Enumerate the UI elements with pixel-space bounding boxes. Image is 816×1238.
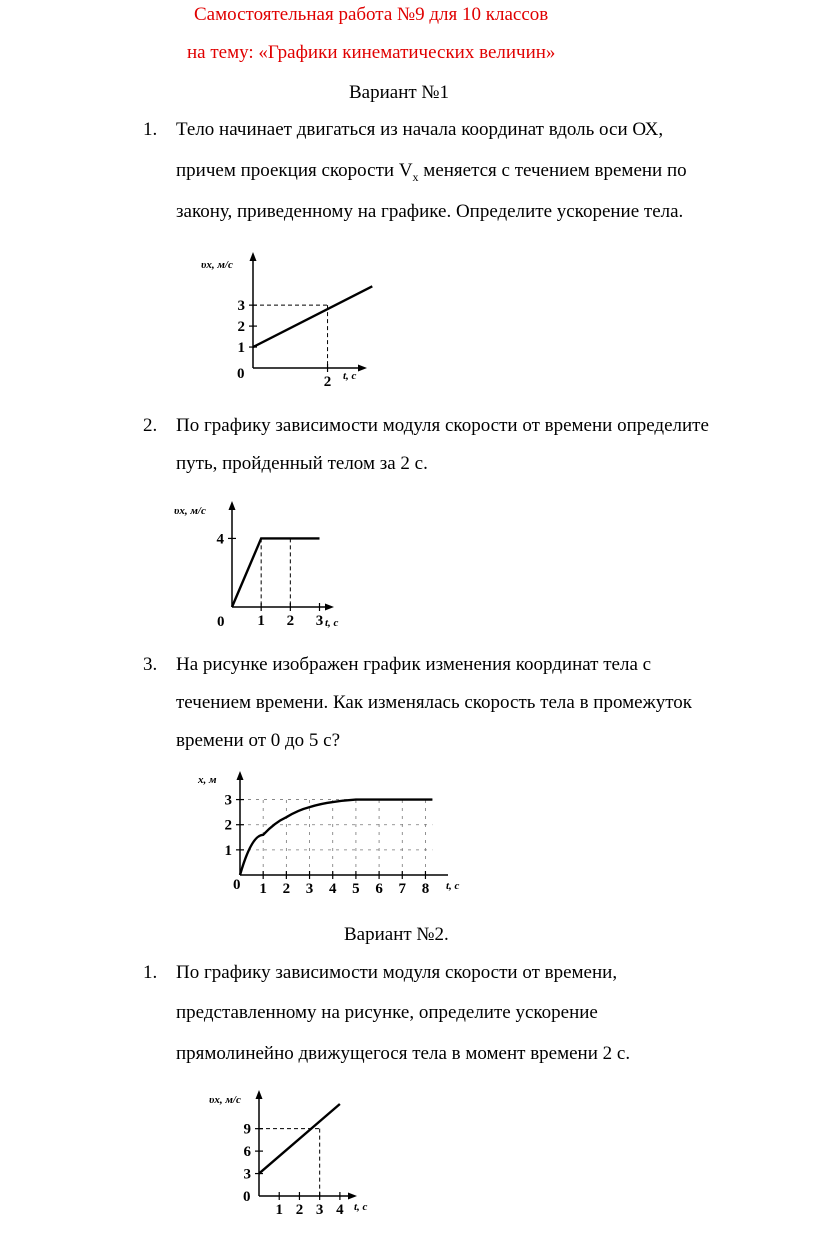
x-axis-label: t, с <box>354 1201 368 1213</box>
task-text-line: причем проекция скорости $V_x$ меняется с течением времени по <box>176 160 687 184</box>
task-text-line: путь, пройденный телом за 2 с. <box>176 453 428 474</box>
x-tick-label: 2 <box>286 613 295 629</box>
y-tick-label: 4 <box>216 531 224 548</box>
x-tick-label: 6 <box>375 881 383 897</box>
task-text-line: времени от 0 до 5 с? <box>176 730 341 751</box>
subscript: x <box>412 169 419 184</box>
x-axis-label: t, с <box>343 370 357 382</box>
x-tick-label: 1 <box>275 1202 283 1218</box>
x-tick-label: 3 <box>315 613 324 629</box>
task-text-line: течением времени. Как изменялась скорость тела в промежуток <box>176 692 692 713</box>
y-tick-label: 1 <box>237 340 245 357</box>
x-tick-label: 8 <box>421 881 430 897</box>
x-tick-label: 2 <box>323 374 332 390</box>
chart-4 <box>195 1088 395 1218</box>
task-number: 2. <box>143 415 158 436</box>
y-axis-label: υx, м/с <box>201 259 233 271</box>
x-axis-label: t, с <box>325 617 339 629</box>
y-tick-label: 9 <box>243 1121 251 1138</box>
x-tick-label: 3 <box>315 1202 324 1218</box>
x-tick-label: 1 <box>257 613 265 629</box>
x-axis-label: t, с <box>446 880 460 892</box>
y-tick-label: 1 <box>224 842 232 859</box>
y-tick-label: 3 <box>243 1166 251 1183</box>
y-tick-label: 6 <box>243 1144 251 1161</box>
task-number: 3. <box>143 654 158 675</box>
x-tick-label: 4 <box>328 881 337 897</box>
task-text-line: По графику зависимости модуля скорости от времени определите <box>176 415 709 436</box>
data-line <box>232 538 320 607</box>
chart-2 <box>170 497 370 637</box>
x-tick-label: 2 <box>282 881 291 897</box>
data-line <box>259 1104 340 1174</box>
x-tick-label: 1 <box>259 881 267 897</box>
task-text-line: Тело начинает двигаться из начала координат вдоль оси ОХ, <box>176 119 664 140</box>
y-axis-label: υx, м/с <box>209 1094 241 1106</box>
y-axis-label: x, м <box>198 774 217 786</box>
worksheet-title: Самостоятельная работа №9 для 10 классов <box>194 4 549 25</box>
y-tick-label: 2 <box>224 817 232 834</box>
task-text-line: представленному на рисунке, определите ускорение <box>176 1002 598 1023</box>
chart-3 <box>190 765 470 895</box>
origin-label: 0 <box>233 877 241 893</box>
y-tick-label: 3 <box>237 298 245 315</box>
y-axis-label: υx, м/с <box>174 505 206 517</box>
task-text-line: По графику зависимости модуля скорости от времени, <box>176 962 618 983</box>
y-tick-label: 2 <box>237 319 245 336</box>
y-tick-label: 3 <box>224 792 232 809</box>
variant-1-label: Вариант №1 <box>349 82 450 103</box>
task-text-line: прямолинейно движущегося тела в момент времени 2 с. <box>176 1043 631 1064</box>
origin-label: 0 <box>237 366 245 382</box>
x-tick-label: 7 <box>398 881 407 897</box>
x-tick-label: 2 <box>295 1202 304 1218</box>
x-tick-label: 3 <box>305 881 314 897</box>
task-text-line: На рисунке изображен график изменения координат тела с <box>176 654 652 675</box>
task-number: 1. <box>143 119 158 140</box>
origin-label: 0 <box>243 1189 251 1205</box>
origin-label: 0 <box>217 614 225 630</box>
variant-2-label: Вариант №2. <box>344 924 449 945</box>
chart-1 <box>195 250 395 390</box>
data-line <box>253 286 372 347</box>
task-number: 1. <box>143 962 158 983</box>
worksheet-topic: на тему: «Графики кинематических величин» <box>187 42 556 63</box>
x-tick-label: 4 <box>336 1202 344 1218</box>
data-line <box>240 800 432 875</box>
x-tick-label: 5 <box>352 881 360 897</box>
task-text-line: закону, приведенному на графике. Определите ускорение тела. <box>176 201 684 222</box>
